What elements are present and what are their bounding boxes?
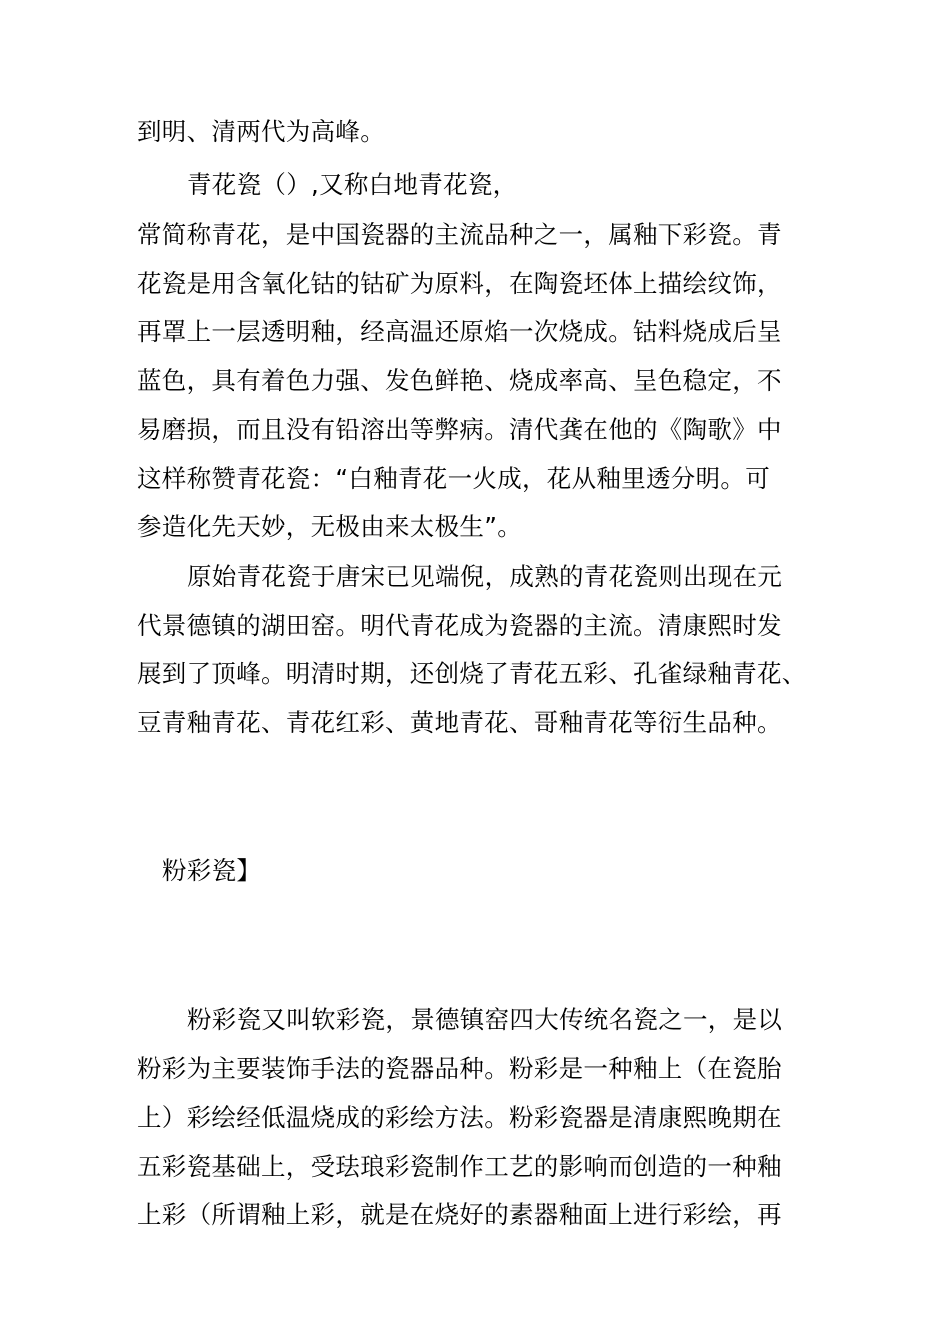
fencai-para-line-2: 粉彩为主要装饰手法的瓷器品种。粉彩是一种釉上（在瓷胎 [137, 1054, 782, 1083]
history-para-line-4: 豆青釉青花、青花红彩、黄地青花、哥釉青花等衍生品种。 [137, 708, 782, 737]
qinghua-title-line: 青花瓷（）,又称白地青花瓷， [187, 170, 518, 199]
history-para-line-1: 原始青花瓷于唐宋已见端倪，成熟的青花瓷则出现在元 [187, 562, 783, 591]
qinghua-para-line-4: 蓝色，具有着色力强、发色鲜艳、烧成率高、呈色稳定，不 [137, 366, 782, 395]
history-para-line-3: 展到了顶峰。明清时期，还创烧了青花五彩、孔雀绿釉青花、 [137, 659, 807, 688]
qinghua-para-line-7: 参造化先天妙，无极由来太极生”。 [137, 512, 522, 541]
intro-line: 到明、清两代为高峰。 [137, 117, 385, 146]
qinghua-para-line-6: 这样称赞青花瓷：“白釉青花一火成，花从釉里透分明。可 [137, 464, 770, 493]
fencai-para-line-3: 上）彩绘经低温烧成的彩绘方法。粉彩瓷器是清康熙晚期在 [137, 1103, 782, 1132]
qinghua-para-line-1: 常简称青花，是中国瓷器的主流品种之一，属釉下彩瓷。青 [137, 220, 782, 249]
fencai-para-line-1: 粉彩瓷又叫软彩瓷，景德镇窑四大传统名瓷之一，是以 [187, 1005, 783, 1034]
fencai-para-line-5: 上彩（所谓釉上彩，就是在烧好的素器釉面上进行彩绘，再 [137, 1200, 782, 1229]
qinghua-para-line-2: 花瓷是用含氧化钴的钴矿为原料，在陶瓷坯体上描绘纹饰， [137, 269, 782, 298]
history-para-line-2: 代景德镇的湖田窑。明代青花成为瓷器的主流。清康熙时发 [137, 611, 782, 640]
fencai-para-line-4: 五彩瓷基础上，受珐琅彩瓷制作工艺的影响而创造的一种釉 [137, 1152, 782, 1181]
qinghua-para-line-5: 易磨损，而且没有铅溶出等弊病。清代龚在他的《陶歌》中 [137, 415, 782, 444]
fencai-heading: 粉彩瓷】 [162, 856, 262, 885]
qinghua-para-line-3: 再罩上一层透明釉，经高温还原焰一次烧成。钴料烧成后呈 [137, 317, 782, 346]
